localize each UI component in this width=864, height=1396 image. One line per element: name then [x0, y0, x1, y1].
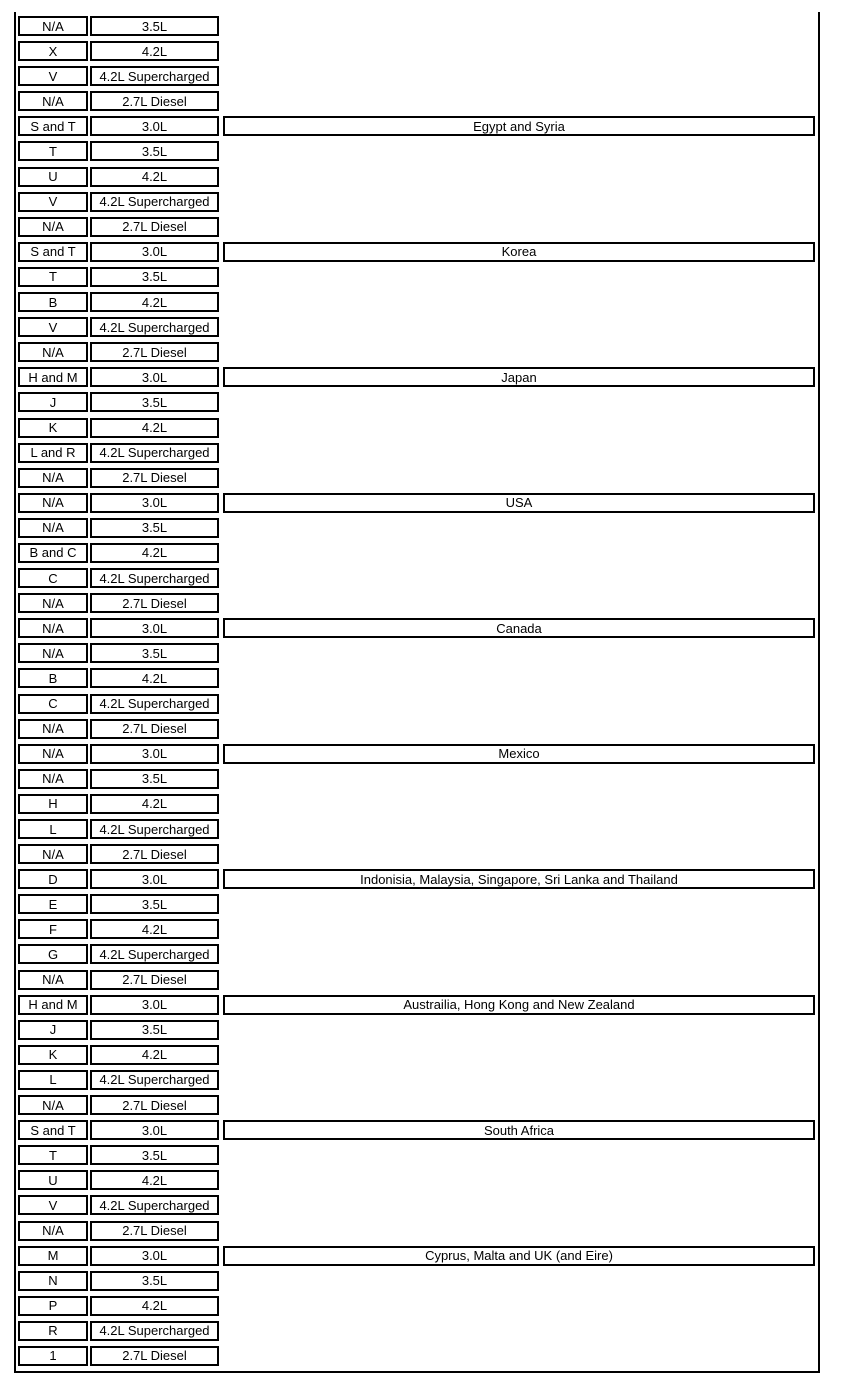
engine-code-cell: L [18, 819, 88, 839]
table-row [16, 867, 816, 892]
engine-type-cell: 3.0L [90, 744, 219, 764]
engine-type-cell: 4.2L Supercharged [90, 443, 219, 463]
engine-code-cell: G [18, 944, 88, 964]
engine-code-cell: M [18, 1246, 88, 1266]
engine-type-cell: 4.2L Supercharged [90, 317, 219, 337]
engine-code-cell: T [18, 141, 88, 161]
region-cell: South Africa [223, 1120, 815, 1140]
region-cell: Canada [223, 618, 815, 638]
region-cell: Cyprus, Malta and UK (and Eire) [223, 1246, 815, 1266]
table-row [16, 541, 816, 566]
table-row [16, 792, 816, 817]
engine-type-cell: 3.0L [90, 493, 219, 513]
engine-code-cell: N/A [18, 744, 88, 764]
engine-type-cell: 4.2L Supercharged [90, 694, 219, 714]
table-row [16, 340, 816, 365]
engine-type-cell: 4.2L Supercharged [90, 568, 219, 588]
engine-code-cell: V [18, 1195, 88, 1215]
table-row [16, 441, 816, 466]
engine-code-cell: N/A [18, 468, 88, 488]
table-row [16, 942, 816, 967]
table-row [16, 817, 816, 842]
engine-code-cell: N/A [18, 844, 88, 864]
engine-code-cell: V [18, 192, 88, 212]
engine-type-cell: 4.2L [90, 919, 219, 939]
engine-code-cell: H and M [18, 367, 88, 387]
engine-type-cell: 3.5L [90, 518, 219, 538]
table-row [16, 516, 816, 541]
engine-code-cell: H and M [18, 995, 88, 1015]
engine-code-cell: R [18, 1321, 88, 1341]
table-row [16, 1168, 816, 1193]
engine-type-cell: 2.7L Diesel [90, 1221, 219, 1241]
engine-code-cell: V [18, 317, 88, 337]
region-cell: Austrailia, Hong Kong and New Zealand [223, 995, 815, 1015]
engine-type-cell: 2.7L Diesel [90, 844, 219, 864]
table-row [16, 616, 816, 641]
engine-code-cell: B [18, 668, 88, 688]
engine-type-cell: 3.5L [90, 267, 219, 287]
engine-code-cell: V [18, 66, 88, 86]
region-cell: Mexico [223, 744, 815, 764]
engine-type-cell: 3.5L [90, 392, 219, 412]
table-row [16, 315, 816, 340]
engine-code-cell: T [18, 267, 88, 287]
region-cell: Korea [223, 242, 815, 262]
engine-type-cell: 3.5L [90, 1020, 219, 1040]
table-row [16, 1043, 816, 1068]
engine-code-cell: N/A [18, 1221, 88, 1241]
engine-type-cell: 4.2L [90, 1045, 219, 1065]
engine-code-cell: H [18, 794, 88, 814]
engine-type-cell: 3.5L [90, 1145, 219, 1165]
table-row [16, 742, 816, 767]
table-row [16, 1068, 816, 1093]
engine-type-cell: 4.2L [90, 668, 219, 688]
region-cell: USA [223, 493, 815, 513]
engine-type-cell: 2.7L Diesel [90, 342, 219, 362]
engine-type-cell: 4.2L [90, 418, 219, 438]
engine-type-cell: 3.0L [90, 367, 219, 387]
engine-code-cell: N/A [18, 1095, 88, 1115]
engine-code-cell: J [18, 1020, 88, 1040]
engine-type-cell: 3.0L [90, 618, 219, 638]
engine-type-cell: 3.5L [90, 141, 219, 161]
engine-type-cell: 4.2L Supercharged [90, 944, 219, 964]
engine-type-cell: 2.7L Diesel [90, 719, 219, 739]
engine-type-cell: 3.5L [90, 16, 219, 36]
table-row [16, 14, 816, 39]
engine-code-cell: N/A [18, 769, 88, 789]
engine-code-cell: D [18, 869, 88, 889]
engine-type-cell: 4.2L Supercharged [90, 66, 219, 86]
engine-code-cell: B and C [18, 543, 88, 563]
engine-code-cell: N/A [18, 493, 88, 513]
engine-code-cell: 1 [18, 1346, 88, 1366]
engine-type-cell: 3.5L [90, 769, 219, 789]
engine-type-cell: 3.5L [90, 643, 219, 663]
engine-code-cell: B [18, 292, 88, 312]
engine-type-cell: 4.2L Supercharged [90, 1070, 219, 1090]
table-row [16, 114, 816, 139]
engine-type-cell: 3.0L [90, 1120, 219, 1140]
engine-code-cell: L and R [18, 443, 88, 463]
engine-type-cell: 4.2L [90, 1296, 219, 1316]
engine-code-cell: N [18, 1271, 88, 1291]
engine-type-cell: 4.2L [90, 41, 219, 61]
table-row [16, 240, 816, 265]
table-row [16, 591, 816, 616]
region-cell: Japan [223, 367, 815, 387]
engine-type-cell: 2.7L Diesel [90, 91, 219, 111]
table-row [16, 1294, 816, 1319]
engine-type-cell: 4.2L Supercharged [90, 819, 219, 839]
table-row [16, 290, 816, 315]
engine-type-cell: 4.2L [90, 543, 219, 563]
table-row [16, 1244, 816, 1269]
engine-code-cell: P [18, 1296, 88, 1316]
engine-code-cell: C [18, 568, 88, 588]
region-cell: Egypt and Syria [223, 116, 815, 136]
table-row [16, 1193, 816, 1218]
engine-code-cell: N/A [18, 91, 88, 111]
engine-code-cell: N/A [18, 342, 88, 362]
table-row [16, 215, 816, 240]
engine-type-cell: 4.2L Supercharged [90, 1195, 219, 1215]
engine-type-cell: 4.2L Supercharged [90, 1321, 219, 1341]
engine-type-cell: 4.2L [90, 794, 219, 814]
engine-code-cell: C [18, 694, 88, 714]
engine-type-cell: 3.0L [90, 1246, 219, 1266]
table-row [16, 466, 816, 491]
table-row [16, 39, 816, 64]
engine-type-cell: 3.0L [90, 869, 219, 889]
table-row [16, 767, 816, 792]
engine-code-table [16, 14, 816, 1369]
table-row [16, 165, 816, 190]
engine-type-cell: 2.7L Diesel [90, 970, 219, 990]
table-row [16, 666, 816, 691]
table-row [16, 692, 816, 717]
region-cell: Indonisia, Malaysia, Singapore, Sri Lanka and Thailand [223, 869, 815, 889]
table-row [16, 89, 816, 114]
engine-type-cell: 4.2L [90, 167, 219, 187]
table-row [16, 390, 816, 415]
engine-type-cell: 2.7L Diesel [90, 468, 219, 488]
table-row [16, 190, 816, 215]
table-row [16, 139, 816, 164]
table-row [16, 1143, 816, 1168]
table-row [16, 1269, 816, 1294]
engine-code-cell: J [18, 392, 88, 412]
engine-type-cell: 3.5L [90, 894, 219, 914]
table-row [16, 842, 816, 867]
engine-code-cell: N/A [18, 719, 88, 739]
table-row [16, 917, 816, 942]
table-row [16, 1319, 816, 1344]
engine-code-cell: N/A [18, 16, 88, 36]
engine-code-cell: N/A [18, 593, 88, 613]
table-row [16, 892, 816, 917]
engine-type-cell: 4.2L [90, 1170, 219, 1190]
engine-code-cell: N/A [18, 970, 88, 990]
engine-type-cell: 3.0L [90, 995, 219, 1015]
engine-code-cell: L [18, 1070, 88, 1090]
engine-type-cell: 2.7L Diesel [90, 593, 219, 613]
table-row [16, 365, 816, 390]
engine-code-cell: U [18, 1170, 88, 1190]
table-row [16, 1344, 816, 1369]
table-row [16, 717, 816, 742]
engine-code-cell: U [18, 167, 88, 187]
table-row [16, 641, 816, 666]
engine-code-cell: K [18, 1045, 88, 1065]
engine-type-cell: 3.5L [90, 1271, 219, 1291]
engine-code-cell: F [18, 919, 88, 939]
table-row [16, 1093, 816, 1118]
engine-code-cell: S and T [18, 1120, 88, 1140]
engine-type-cell: 2.7L Diesel [90, 1346, 219, 1366]
table-row [16, 64, 816, 89]
engine-code-cell: N/A [18, 518, 88, 538]
table-row [16, 416, 816, 441]
engine-code-cell: T [18, 1145, 88, 1165]
table-row [16, 1118, 816, 1143]
engine-code-cell: N/A [18, 618, 88, 638]
engine-code-cell: E [18, 894, 88, 914]
engine-code-cell: S and T [18, 116, 88, 136]
table-row [16, 265, 816, 290]
engine-type-cell: 4.2L Supercharged [90, 192, 219, 212]
engine-type-cell: 3.0L [90, 116, 219, 136]
engine-type-cell: 3.0L [90, 242, 219, 262]
engine-code-cell: N/A [18, 217, 88, 237]
table-row [16, 566, 816, 591]
engine-type-cell: 2.7L Diesel [90, 1095, 219, 1115]
engine-code-cell: X [18, 41, 88, 61]
engine-type-cell: 4.2L [90, 292, 219, 312]
engine-code-cell: K [18, 418, 88, 438]
table-row [16, 993, 816, 1018]
engine-code-cell: S and T [18, 242, 88, 262]
table-row [16, 968, 816, 993]
engine-code-cell: N/A [18, 643, 88, 663]
table-row [16, 1219, 816, 1244]
table-row [16, 491, 816, 516]
table-row [16, 1018, 816, 1043]
engine-type-cell: 2.7L Diesel [90, 217, 219, 237]
